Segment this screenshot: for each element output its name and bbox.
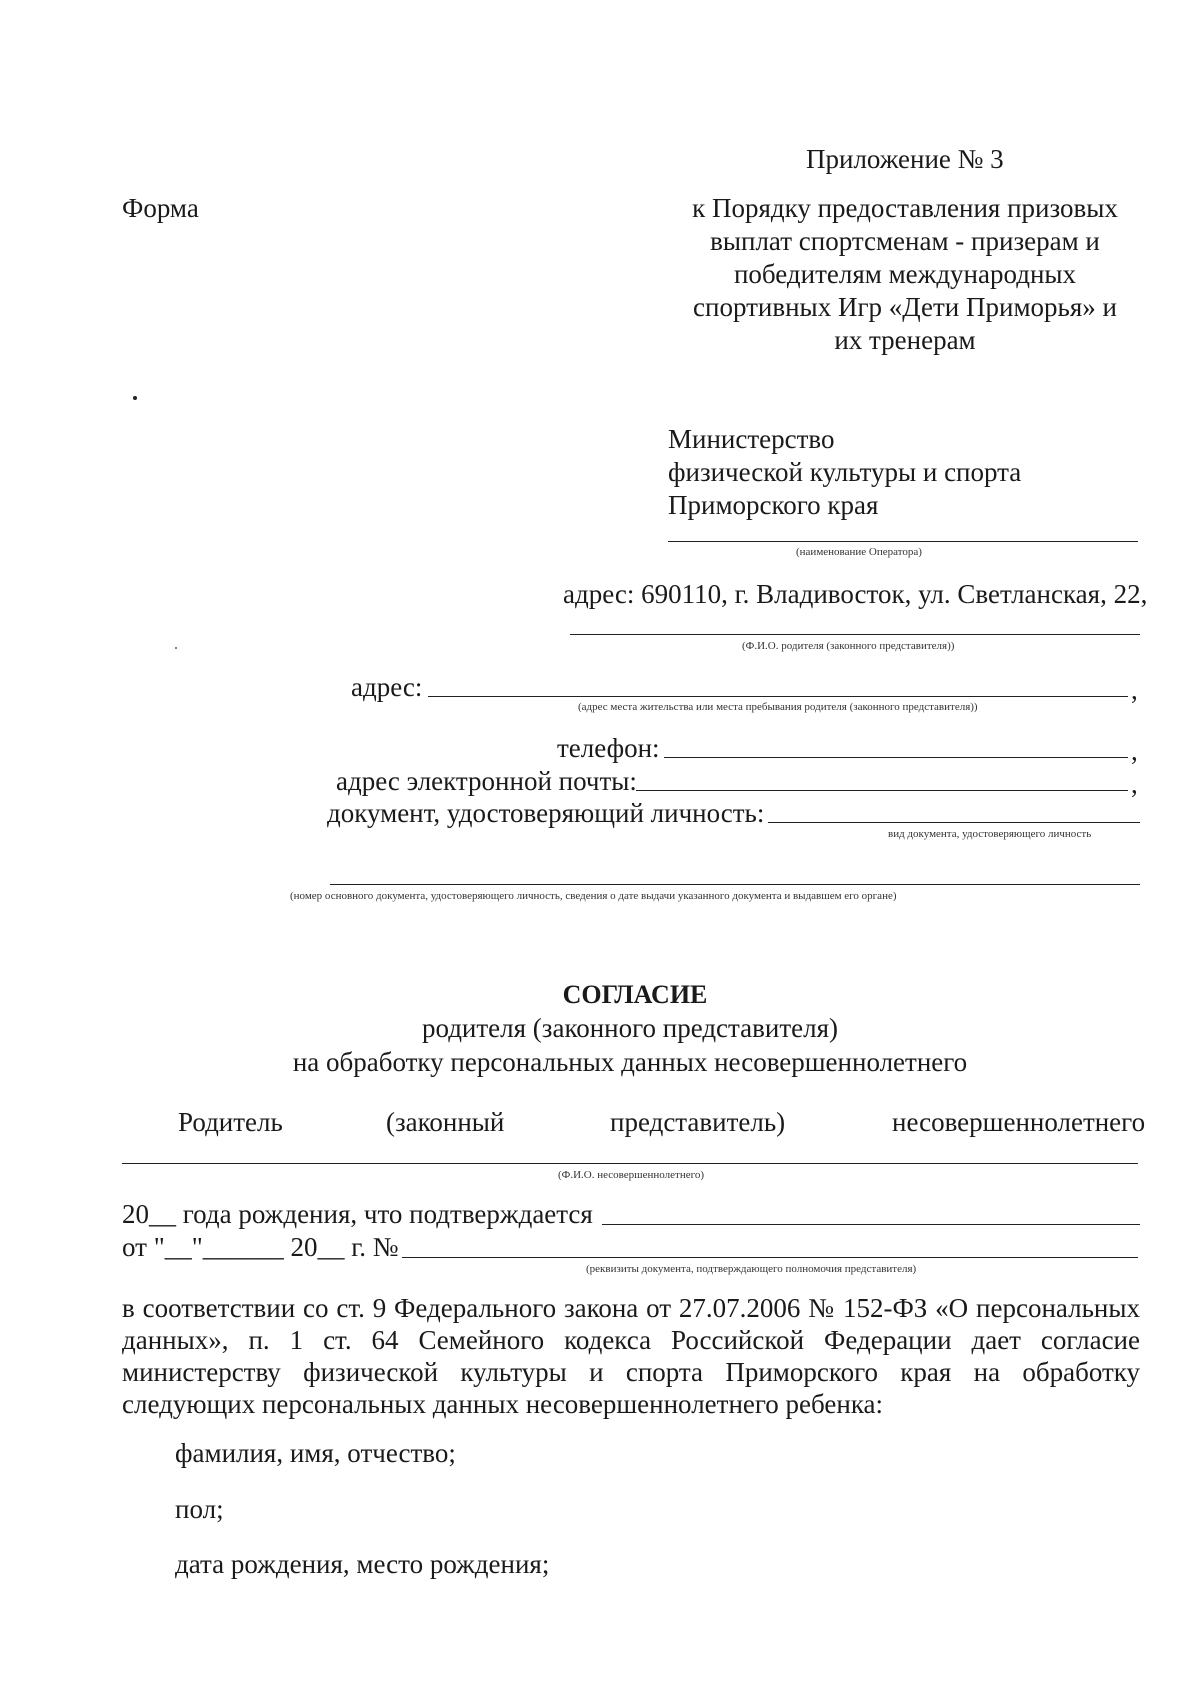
body-line: данных», п. 1 ст. 64 Семейного кодекса Российской Федерации дает согласие bbox=[122, 1325, 1140, 1355]
order-line: к Порядку предоставления призовых bbox=[692, 193, 1118, 223]
body-line: следующих персональных данных несовершеннолетнего ребенка: bbox=[122, 1389, 884, 1419]
phone-field[interactable] bbox=[664, 757, 1128, 758]
scan-speck bbox=[133, 396, 137, 400]
appendix-number: Приложение № 3 bbox=[806, 144, 1004, 174]
consent-subtitle: родителя (законного представителя) bbox=[421, 1013, 839, 1043]
phone-label: телефон: bbox=[557, 733, 660, 763]
justified-word: несовершеннолетнего bbox=[892, 1107, 1146, 1137]
address-comma: , bbox=[1131, 675, 1138, 705]
consent-subtitle: на обработку персональных данных несовершеннолетнего bbox=[292, 1047, 968, 1077]
confirmation-doc-field[interactable] bbox=[602, 1224, 1140, 1225]
list-item: фамилия, имя, отчество; bbox=[175, 1438, 456, 1468]
id-doc-details-caption: (номер основного документа, удостоверяющего личность, сведения о дате выдачи указанного документа и выдавшем его органе) bbox=[290, 890, 897, 902]
list-item: дата рождения, место рождения; bbox=[175, 1549, 550, 1579]
order-line: спортивных Игр «Дети Приморья» и bbox=[693, 292, 1117, 322]
birth-year-text: 20__ года рождения, что подтверждается bbox=[122, 1199, 593, 1229]
operator-name-line-field bbox=[668, 541, 1138, 542]
body-line: в соответствии со ст. 9 Федерального закона от 27.07.2006 № 152-ФЗ «О персональных bbox=[122, 1293, 1140, 1323]
consent-body bbox=[122, 1292, 1140, 1420]
order-line: их тренерам bbox=[834, 325, 976, 355]
minor-fio-field[interactable] bbox=[122, 1163, 1138, 1164]
scan-speck bbox=[175, 647, 177, 649]
email-comma: , bbox=[1131, 769, 1138, 799]
parent-fio-field[interactable] bbox=[570, 634, 1140, 635]
operator-name-line: Приморского края bbox=[668, 490, 879, 520]
doc-caption: (реквизиты документа, подтверждающего полномочия представителя) bbox=[586, 1263, 917, 1275]
id-doc-caption: вид документа, удостоверяющего личность bbox=[888, 828, 1092, 840]
id-doc-field[interactable] bbox=[768, 822, 1140, 823]
body-line: министерству физической культуры и спорта Приморского края на обработку bbox=[122, 1357, 1140, 1387]
order-reference bbox=[660, 192, 1150, 357]
justified-word: представитель) bbox=[610, 1107, 786, 1137]
email-label: адрес электронной почты: bbox=[336, 766, 637, 796]
operator-name-caption: (наименование Оператора) bbox=[796, 546, 922, 558]
operator-name-line: Министерство bbox=[668, 424, 835, 454]
id-doc-label: документ, удостоверяющий личность: bbox=[327, 798, 765, 828]
operator-name-line: физической культуры и спорта bbox=[668, 457, 1022, 487]
form-label: Форма bbox=[122, 193, 199, 223]
list-item: пол; bbox=[175, 1494, 224, 1524]
id-doc-details-field[interactable] bbox=[330, 884, 1140, 885]
minor-fio-caption: (Ф.И.О. несовершеннолетнего) bbox=[558, 1169, 705, 1181]
order-line: победителям международных bbox=[733, 259, 1077, 289]
email-field[interactable] bbox=[636, 790, 1128, 791]
address-label: адрес: bbox=[351, 672, 423, 702]
address-caption: (адрес места жительства или места пребывания родителя (законного представителя)) bbox=[578, 701, 978, 713]
address-field[interactable] bbox=[428, 696, 1128, 697]
phone-comma: , bbox=[1131, 736, 1138, 766]
justified-word: (законный bbox=[386, 1107, 505, 1137]
order-line: выплат спортсменам - призерам и bbox=[710, 226, 1100, 256]
doc-date-text: от "__"______ 20__ г. № bbox=[122, 1232, 399, 1262]
operator-name bbox=[668, 423, 1021, 522]
doc-number-field[interactable] bbox=[402, 1257, 1138, 1258]
justified-word: Родитель bbox=[178, 1107, 283, 1137]
operator-address: адрес: 690110, г. Владивосток, ул. Светланская, 22, bbox=[563, 579, 1148, 609]
parent-fio-caption: (Ф.И.О. родителя (законного представителя)) bbox=[742, 640, 955, 652]
consent-title: СОГЛАСИЕ bbox=[562, 980, 708, 1009]
